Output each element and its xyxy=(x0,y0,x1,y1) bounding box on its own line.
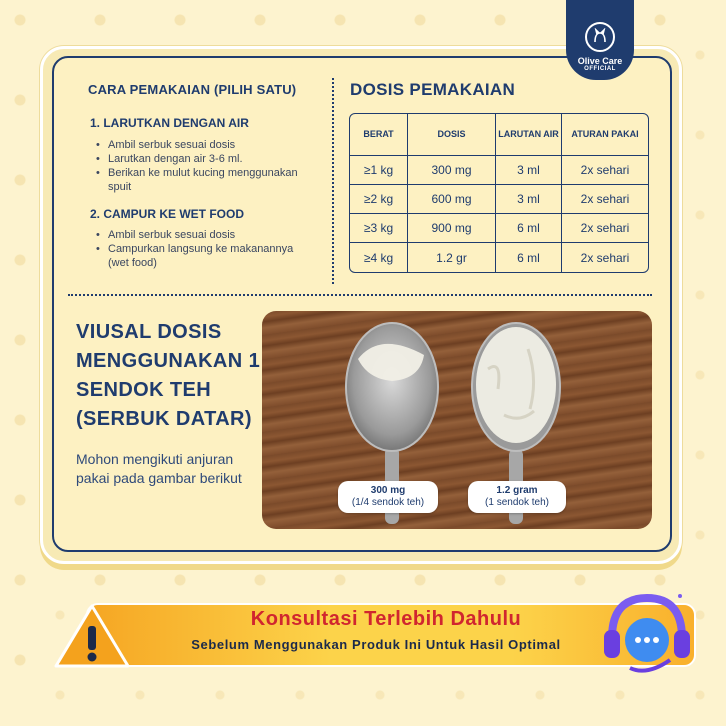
step-1-title: 1. LARUTKAN DENGAN AIR xyxy=(90,116,249,130)
list-item: • Larutkan dengan air 3-6 ml. xyxy=(96,152,316,166)
column-header: DOSIS xyxy=(408,114,496,156)
table-cell: 6 ml xyxy=(496,243,562,272)
table-cell: 300 mg xyxy=(408,156,496,185)
brand-badge xyxy=(566,0,634,80)
column-header: LARUTAN AIR xyxy=(496,114,562,156)
table-cell: 6 ml xyxy=(496,214,562,243)
list-item: • Campurkan langsung ke makanannya (wet food) xyxy=(96,242,296,270)
dose-tag-left xyxy=(338,481,438,513)
visual-title: VIUSAL DOSIS MENGGUNAKAN 1 SENDOK TEH (SERBUK DATAR) xyxy=(76,321,261,430)
table-cell: ≥1 kg xyxy=(350,156,408,185)
table-cell: 2x sehari xyxy=(562,214,648,243)
banner-subline: Sebelum Menggunakan Produk Ini Untuk Hasil Optimal xyxy=(191,637,561,652)
table-cell: 2x sehari xyxy=(580,250,630,265)
dose-tag-value: 300 mg xyxy=(370,485,406,496)
column-header: BERAT xyxy=(350,114,408,156)
usage-title: CARA PEMAKAIAN (PILIH SATU) xyxy=(88,82,297,97)
table-row xyxy=(350,156,648,185)
warning-icon xyxy=(52,602,132,670)
list-item: • Ambil serbuk sesuai dosis xyxy=(96,228,296,242)
dose-tag-desc: (1 sendok teh) xyxy=(485,497,549,508)
table-cell: ≥2 kg xyxy=(350,185,408,214)
list-item: • Berikan ke mulut kucing menggunakan spuit xyxy=(96,166,316,194)
list-item: • Ambil serbuk sesuai dosis xyxy=(96,138,316,152)
table-cell: 600 mg xyxy=(408,185,496,214)
brand-name: Olive Care xyxy=(577,56,623,66)
table-cell: 3 ml xyxy=(496,156,562,185)
table-header-row xyxy=(350,114,648,156)
table-cell: ≥4 kg xyxy=(350,243,408,272)
visual-note: Mohon mengikuti anjuran pakai pada gambar berikut xyxy=(76,451,242,486)
table-row xyxy=(350,214,648,243)
table-cell: 1.2 gr xyxy=(408,243,496,272)
dose-tag-desc: (1/4 sendok teh) xyxy=(351,497,425,508)
cat-logo-icon xyxy=(585,22,615,52)
table-cell: ≥3 kg xyxy=(350,214,408,243)
dosage-title: DOSIS PEMAKAIAN xyxy=(350,80,516,99)
step-2-title: 2. CAMPUR KE WET FOOD xyxy=(90,207,245,221)
horizontal-divider xyxy=(68,294,652,296)
column-header: ATURAN PAKAI xyxy=(562,114,648,156)
headset-chat-icon xyxy=(600,588,694,678)
vertical-divider xyxy=(332,78,334,284)
table-row xyxy=(350,243,648,272)
dose-tag-right xyxy=(468,481,566,513)
step-2-list xyxy=(96,228,296,270)
brand-sub: OFFICIAL xyxy=(584,66,616,72)
step-1-list xyxy=(96,138,316,194)
table-cell: 2x sehari xyxy=(562,156,648,185)
table-cell: 2x sehari xyxy=(562,185,648,214)
table-cell: 900 mg xyxy=(408,214,496,243)
spoon-photo xyxy=(262,311,652,529)
dosage-table xyxy=(349,113,649,273)
table-cell: 3 ml xyxy=(496,185,562,214)
table-row xyxy=(350,185,648,214)
dose-tag-value: 1.2 gram xyxy=(496,485,538,496)
banner-headline: Konsultasi Terlebih Dahulu xyxy=(250,608,522,630)
